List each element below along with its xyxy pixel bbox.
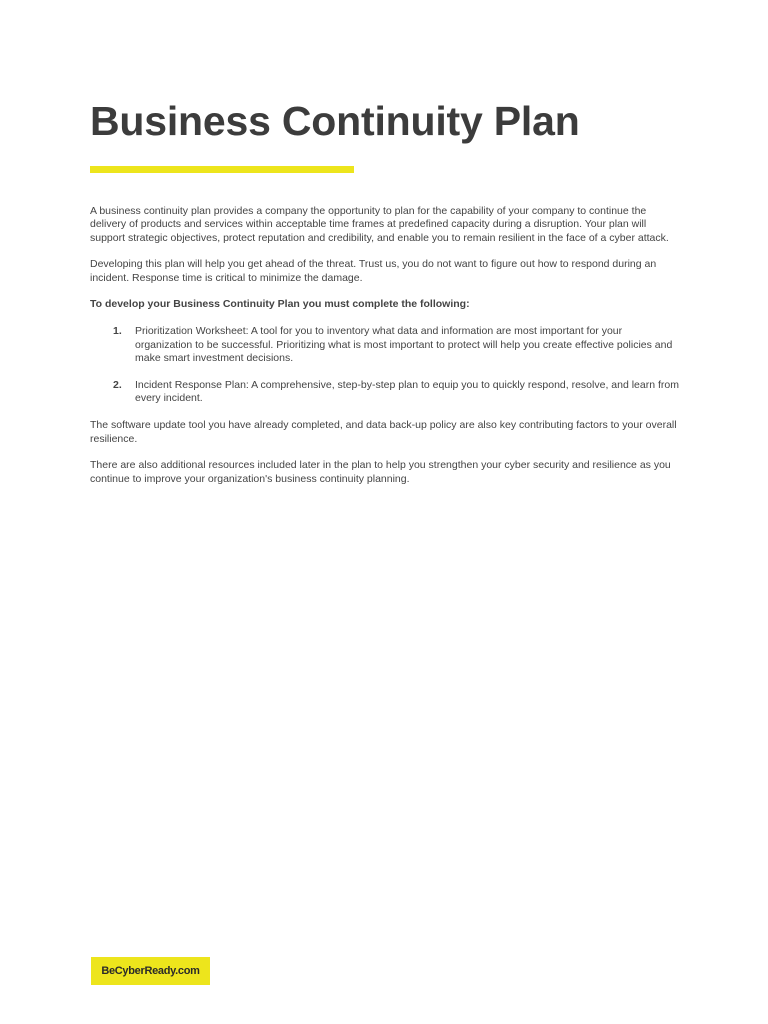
list-item-text: Prioritization Worksheet: A tool for you to inventory what data and information are most important for your organization to be successful. Prioritizing what is most important to protect will help you create effective policies and make smart investment decisions. (135, 325, 673, 365)
list-item-number: 1. (113, 325, 122, 338)
steps-list (90, 325, 680, 405)
list-item-number: 2. (113, 378, 122, 391)
list-item-text: Incident Response Plan: A comprehensive, step-by-step plan to equip you to quickly respond, resolve, and learn from every incident. (135, 378, 679, 405)
intro-paragraph: A business continuity plan provides a company the opportunity to plan for the capability of your company to continue the delivery of products and services within acceptable time frames at predefined capacity during a disruption. Your plan will support strategic objectives, protect reputation and credibility, and enable you to remain resilient in the face of a cyber attack. (90, 205, 669, 244)
threat-paragraph: Developing this plan will help you get ahead of the threat. Trust us, you do not want to figure out how to respond during an incident. Response time is critical to minimize the damage. (90, 258, 657, 284)
resources-paragraph: There are also additional resources included later in the plan to help you strengthen your cyber security and resilience as you continue to improve your organization's business continuity planning. (90, 459, 671, 485)
page-title: Business Continuity Plan (90, 98, 580, 144)
steps-lead-paragraph: To develop your Business Continuity Plan you must complete the following: (90, 298, 470, 311)
software-paragraph: The software update tool you have already completed, and data back-up policy are also key contributing factors to your overall resilience. (90, 419, 677, 445)
footer-brand-badge (91, 957, 210, 985)
title-underline-rule (90, 166, 354, 173)
list-item (90, 379, 680, 406)
document-body (90, 205, 680, 499)
list-item (90, 325, 680, 365)
footer-brand-label: BeCyberReady.com (101, 965, 200, 977)
